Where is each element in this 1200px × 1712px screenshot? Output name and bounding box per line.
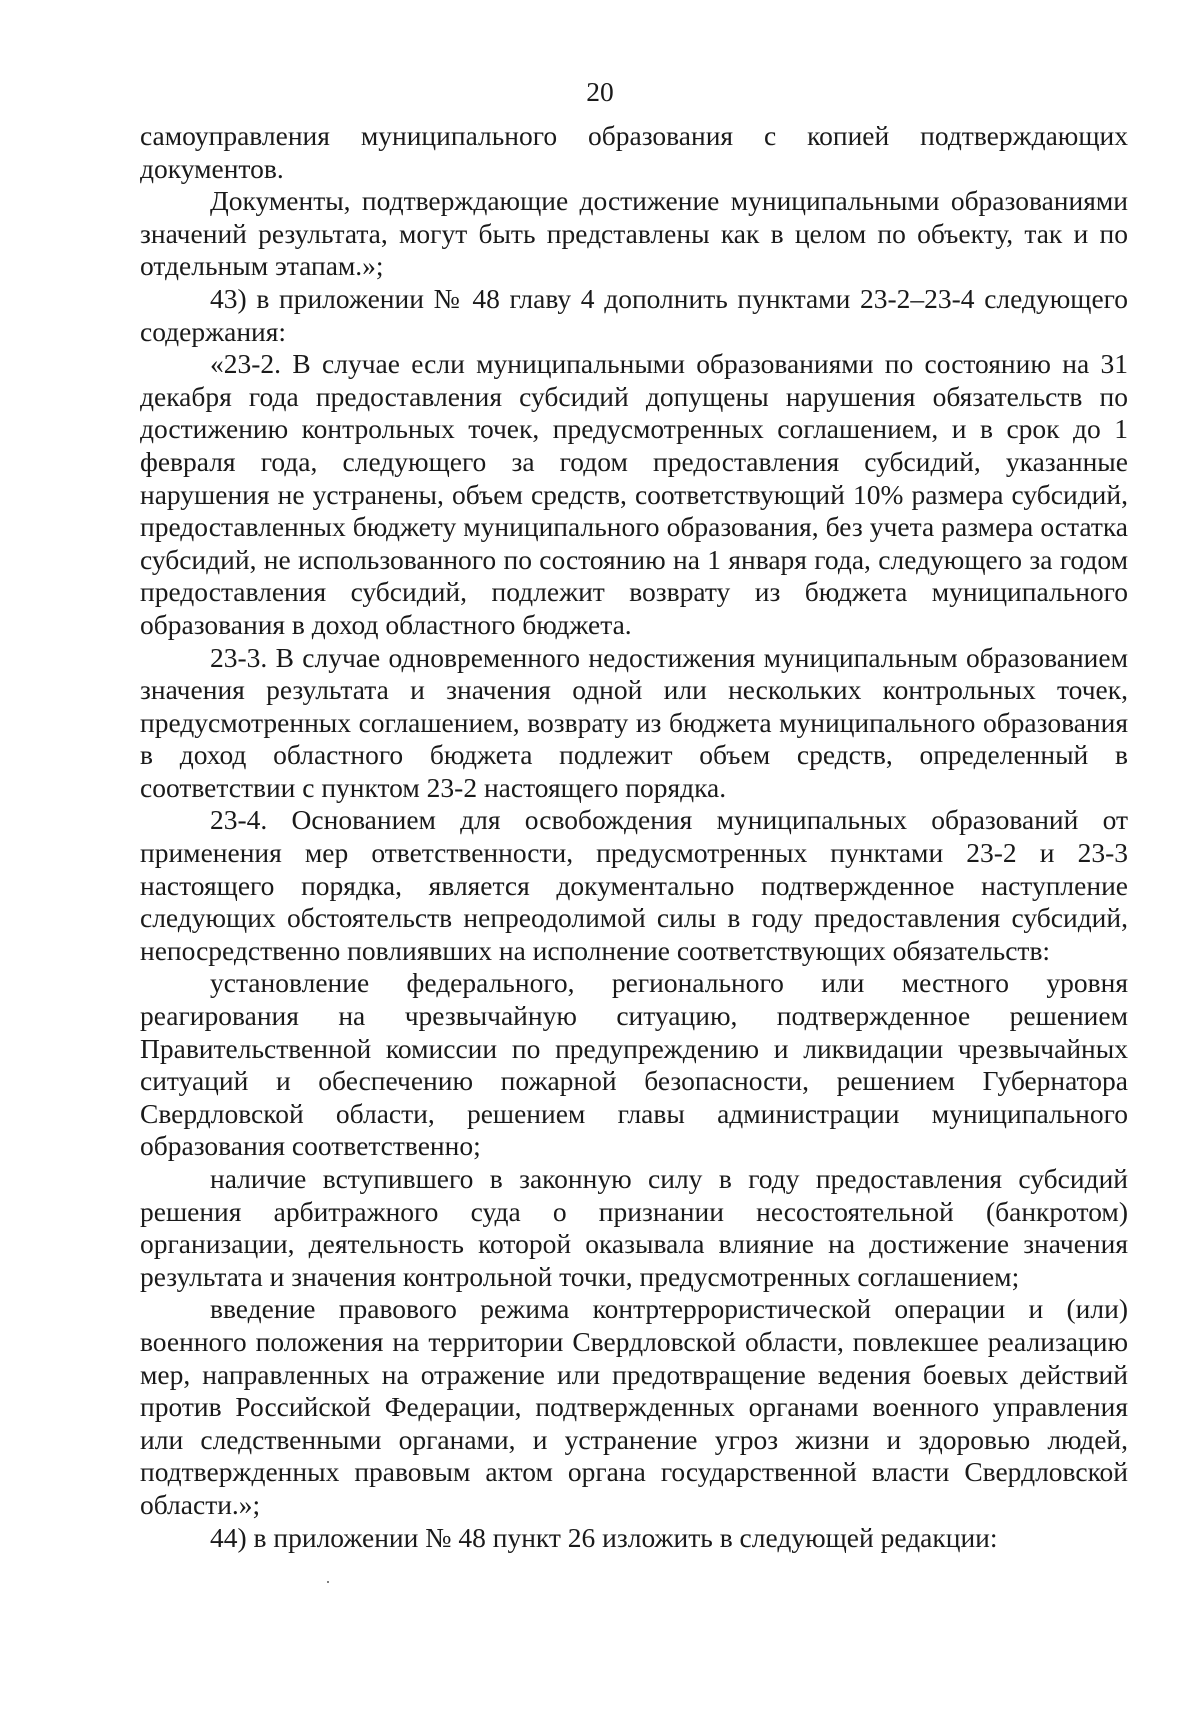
paragraph-clause-23-4: 23-4. Основанием для освобождения муниципальных образований от применения мер ответственности, предусмотренных пунктами 23-2 и 23-3 настоящего порядка, является документально подтвержденное наступление следующих обстоятельств непреодолимой силы в году предоставления субсидий, непосредственно повлиявших на исполнение соответствующих обязательств: — [140, 804, 1128, 966]
scan-speck — [327, 1581, 329, 1583]
paragraph-item-44: 44) в приложении № 48 пункт 26 изложить в следующей редакции: — [210, 1521, 998, 1553]
paragraph-documents: Документы, подтверждающие достижение муниципальными образованиями значений результата, могут быть представлены как в целом по объекту, так и по отдельным этапам.»; — [140, 185, 1128, 282]
paragraph-clause-23-3: 23-3. В случае одновременного недостижения муниципальным образованием значения результата и значения одной или нескольких контрольных точек, предусмотренных соглашением, возврату из бюджета муниципального образования в доход областного бюджета подлежит объем средств, определенный в соответствии с пунктом 23-2 настоящего порядка. — [140, 641, 1128, 803]
document-body — [140, 120, 1128, 1554]
paragraph-emergency-level: установление федерального, регионального или местного уровня реагирования на чрезвычайную ситуацию, подтвержденное решением Правительственной комиссии по предупреждению и ликвидации чрезвычайных ситуаций и обеспечению пожарной безопасности, решением Губернатора Свердловской области, решением главы администрации муниципального образования соответственно; — [140, 967, 1128, 1162]
paragraph-continuation: самоуправления муниципального образования с копией подтверждающих документов. — [140, 120, 1128, 184]
paragraph-court-decision: наличие вступившего в законную силу в году предоставления субсидий решения арбитражного суда о признании несостоятельной (банкротом) организации, деятельность которой оказывала влияние на достижение значения результата и значения контрольной точки, предусмотренных соглашением; — [140, 1163, 1128, 1292]
paragraph-item-43: 43) в приложении № 48 главу 4 дополнить пунктами 23-2–23-4 следующего содержания: — [140, 282, 1128, 347]
paragraph-clause-23-2: «23-2. В случае если муниципальными образованиями по состоянию на 31 декабря года предоставления субсидий допущены нарушения обязательств по достижению контрольных точек, предусмотренных соглашением, и в срок до 1 февраля года, следующего за годом предоставления субсидий, указанные нарушения не устранены, объем средств, соответствующий 10% размера субсидий, предоставленных бюджету муниципального образования, без учета размера остатка субсидий, не использованного по состоянию на 1 января года, следующего за годом предоставления субсидий, подлежит возврату из бюджета муниципального образования в доход областного бюджета. — [140, 348, 1128, 640]
page-number: 20 — [586, 76, 614, 107]
paragraph-martial-law: введение правового режима контртеррористической операции и (или) военного положения на территории Свердловской области, повлекшее реализацию мер, направленных на отражение или предотвращение ведения боевых действий против Российской Федерации, подтвержденных органами военного управления или следственными органами, и устранение угроз жизни и здоровью людей, подтвержденных правовым актом органа государственной власти Свердловской области.»; — [140, 1293, 1128, 1520]
